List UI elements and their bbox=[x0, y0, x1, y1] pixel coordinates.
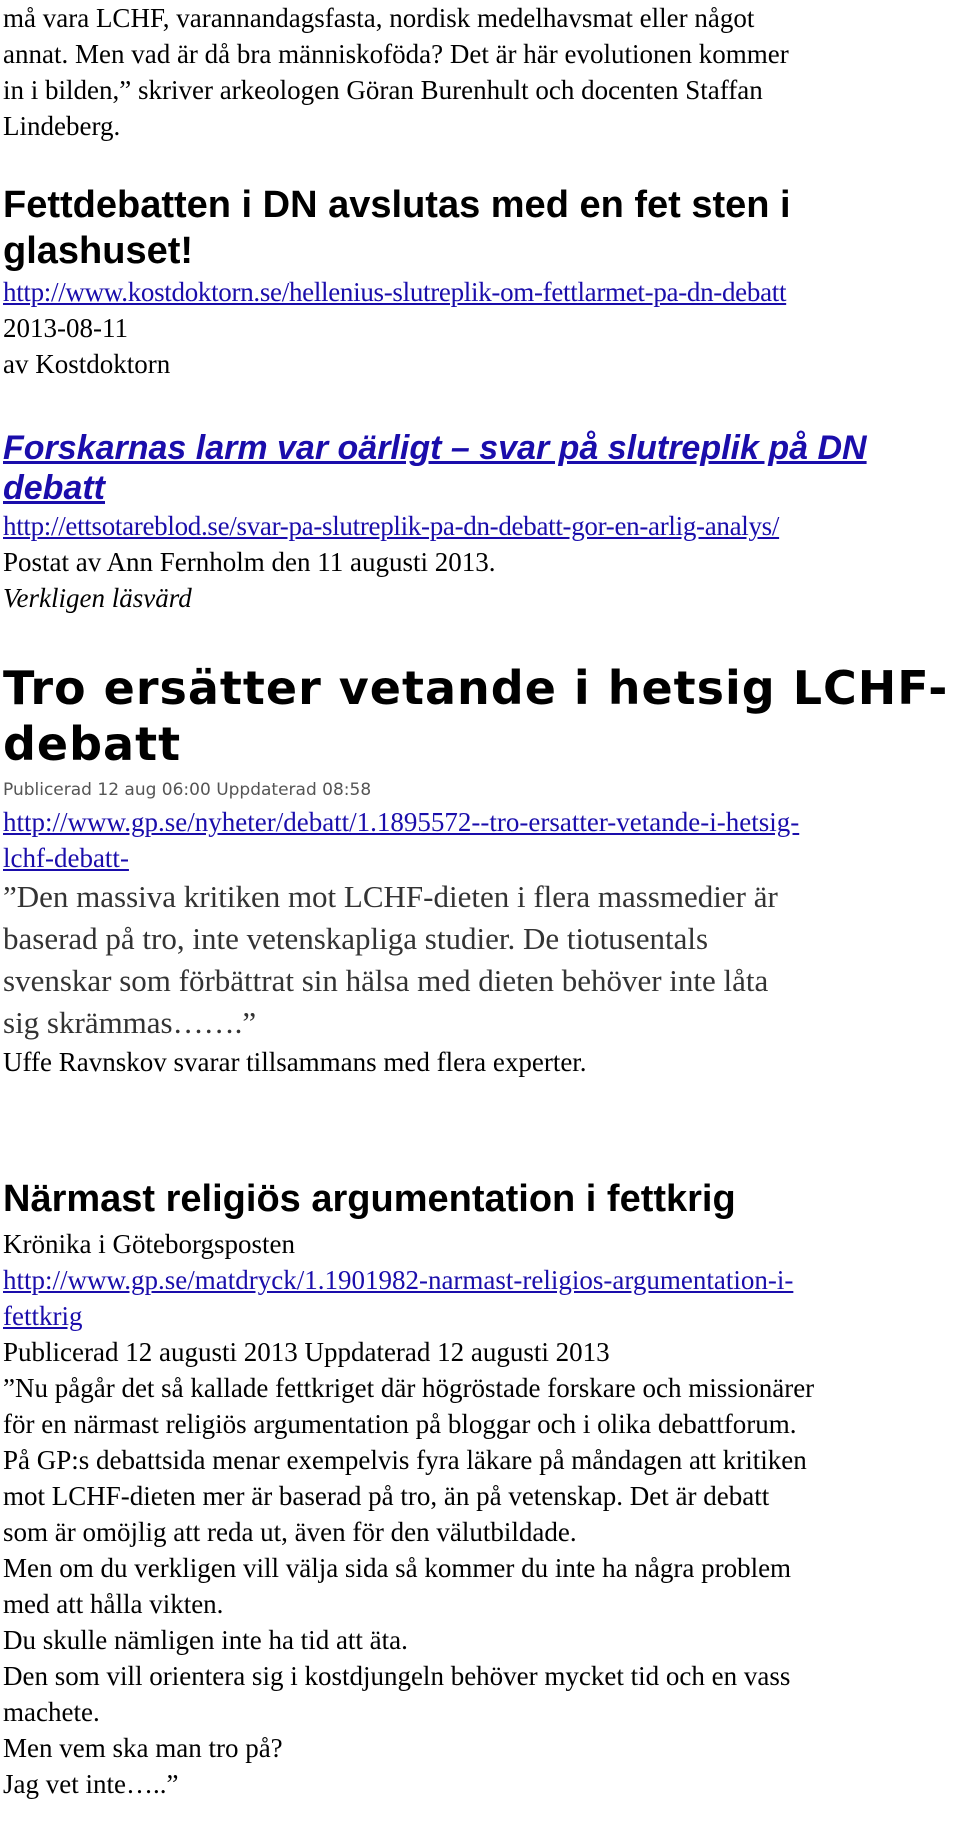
text-line: annat. Men vad är då bra människoföda? Det är här evolutionen kommer bbox=[3, 39, 789, 69]
body-line: mot LCHF-dieten mer är baserad på tro, än på vetenskap. Det är debatt bbox=[3, 1481, 770, 1511]
intro-paragraph bbox=[3, 0, 789, 144]
article-meta: Publicerad 12 augusti 2013 Uppdaterad 12 augusti 2013 bbox=[3, 1337, 610, 1367]
section-heading: Tro ersätter vetande i hetsig LCHF- bbox=[3, 661, 949, 715]
section-heading: Fettdebatten i DN avslutas med en fet sten i bbox=[3, 184, 791, 226]
article-quote bbox=[3, 876, 948, 1044]
body-line: machete. bbox=[3, 1697, 100, 1727]
article-link[interactable]: http://www.gp.se/matdryck/1.1901982-narmast-religios-argumentation-i- bbox=[3, 1265, 794, 1295]
section-narmast-religios bbox=[3, 1176, 814, 1802]
body-line: På GP:s debattsida menar exempelvis fyra läkare på måndagen att kritiken bbox=[3, 1445, 807, 1475]
section-heading-link[interactable]: debatt bbox=[3, 469, 105, 507]
section-tro-ersatter bbox=[3, 660, 948, 1080]
section-heading: debatt bbox=[3, 717, 182, 771]
quote-line: baserad på tro, inte vetenskapliga studier. De tiotusentals bbox=[3, 921, 709, 956]
article-link[interactable]: lchf-debatt- bbox=[3, 843, 129, 873]
body-line: som är omöjlig att reda ut, även för den välutbildade. bbox=[3, 1517, 577, 1547]
body-line: ”Nu pågår det så kallade fettkriget där högröstade forskare och missionärer bbox=[3, 1373, 815, 1403]
section-heading-link[interactable]: Forskarnas larm var oärligt – svar på slutreplik på DN bbox=[3, 429, 867, 467]
text-line: må vara LCHF, varannandagsfasta, nordisk medelhavsmat eller något bbox=[3, 3, 755, 33]
section-fettdebatten bbox=[3, 182, 791, 382]
article-subtitle: Krönika i Göteborgsposten bbox=[3, 1229, 295, 1259]
body-line: Du skulle nämligen inte ha tid att äta. bbox=[3, 1625, 408, 1655]
article-body bbox=[3, 1370, 814, 1802]
text-line: in i bilden,” skriver arkeologen Göran Burenhult och docenten Staffan bbox=[3, 75, 763, 105]
body-line: Jag vet inte…..” bbox=[3, 1769, 179, 1799]
article-byline: Uffe Ravnskov svarar tillsammans med flera experter. bbox=[3, 1047, 587, 1077]
body-line: Men vem ska man tro på? bbox=[3, 1733, 283, 1763]
body-line: för en närmast religiös argumentation på bloggar och i olika debattforum. bbox=[3, 1409, 797, 1439]
body-line: Men om du verkligen vill välja sida så kommer du inte ha några problem bbox=[3, 1553, 792, 1583]
article-link[interactable]: http://ettsotareblod.se/svar-pa-slutreplik-pa-dn-debatt-gor-en-arlig-analys/ bbox=[3, 511, 780, 541]
article-posted: Postat av Ann Fernholm den 11 augusti 2013. bbox=[3, 547, 496, 577]
section-heading: glashuset! bbox=[3, 230, 194, 272]
body-line: Den som vill orientera sig i kostdjungeln behöver mycket tid och en vass bbox=[3, 1661, 791, 1691]
article-meta: Publicerad 12 aug 06:00 Uppdaterad 08:58 bbox=[3, 780, 372, 800]
article-link[interactable]: http://www.gp.se/nyheter/debatt/1.1895572--tro-ersatter-vetande-i-hetsig- bbox=[3, 807, 800, 837]
text-line: Lindeberg. bbox=[3, 111, 121, 141]
quote-line: svenskar som förbättrat sin hälsa med dieten behöver inte låta bbox=[3, 963, 769, 998]
quote-line: sig skrämmas…….” bbox=[3, 1005, 257, 1040]
section-forskarnas-larm bbox=[3, 428, 867, 616]
article-link[interactable]: http://www.kostdoktorn.se/hellenius-slutreplik-om-fettlarmet-pa-dn-debatt bbox=[3, 277, 787, 307]
article-link[interactable]: fettkrig bbox=[3, 1301, 83, 1331]
section-heading: Närmast religiös argumentation i fettkrig bbox=[3, 1178, 736, 1220]
article-author: av Kostdoktorn bbox=[3, 349, 171, 379]
body-line: med att hålla vikten. bbox=[3, 1589, 224, 1619]
article-note: Verkligen läsvärd bbox=[3, 583, 192, 613]
article-date: 2013-08-11 bbox=[3, 313, 128, 343]
quote-line: ”Den massiva kritiken mot LCHF-dieten i flera massmedier är bbox=[3, 879, 778, 914]
